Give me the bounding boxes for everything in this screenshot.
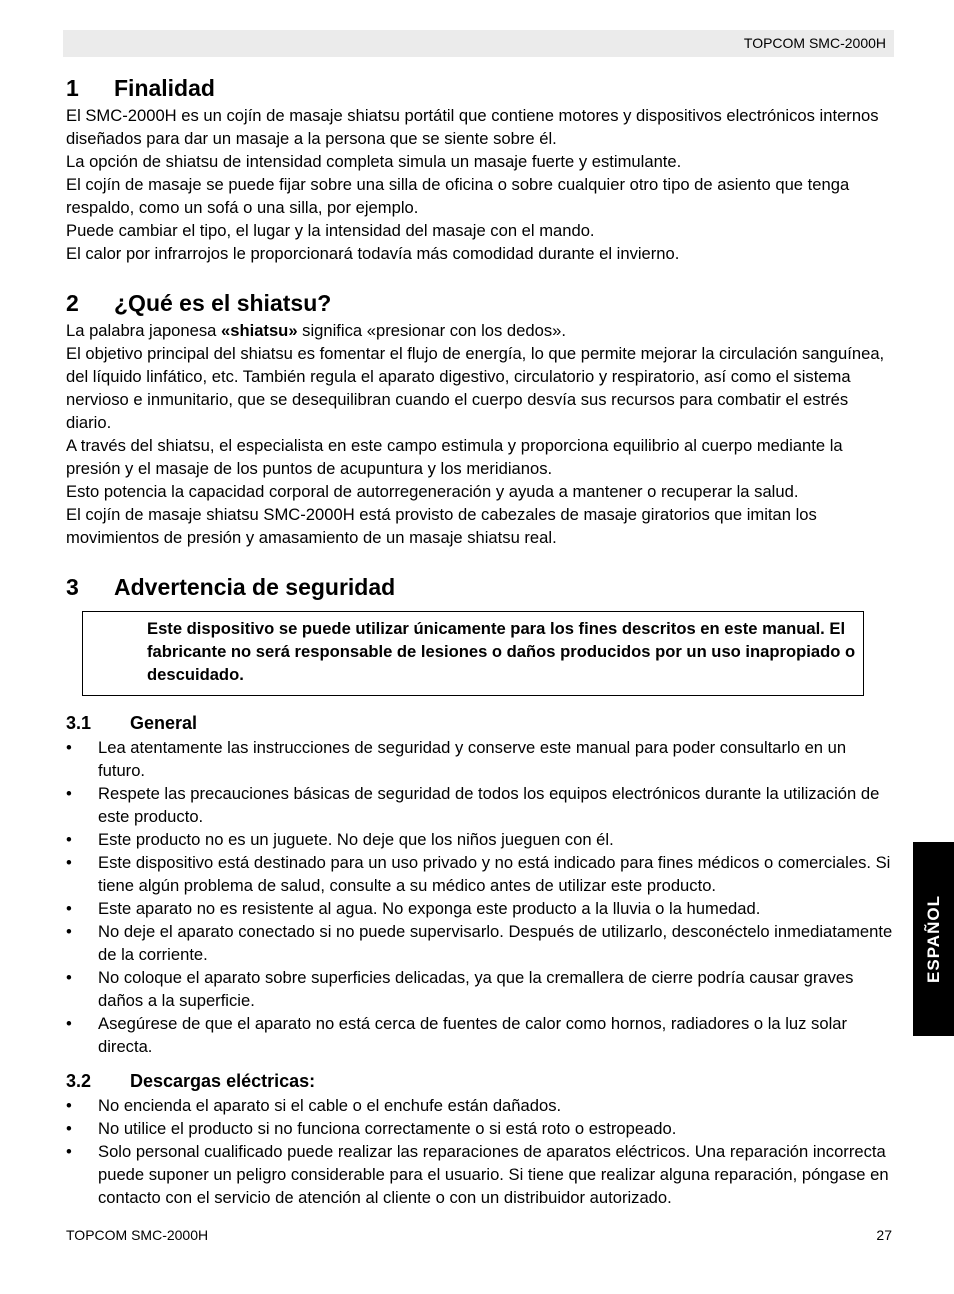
list-item-text: Lea atentamente las instrucciones de seguridad y conserve este manual para poder consultarlo en un futuro.	[98, 738, 847, 780]
list-item-text: No encienda el aparato si el cable o el enchufe están dañados.	[98, 1096, 562, 1115]
list-item	[66, 1012, 894, 1058]
warning-box: Este dispositivo se puede utilizar únicamente para los fines descritos en este manual. El fabricante no será responsable de lesiones o daños producidos por un uso inapropiado o descuidado.	[82, 611, 864, 696]
paragraph: A través del shiatsu, el especialista en este campo estimula y proporciona equilibrio al cuerpo mediante la presión y el masaje de los puntos de acupuntura y los meridianos.	[66, 436, 843, 478]
subsection-3-1-heading	[66, 710, 894, 736]
subsection-3-2-heading	[66, 1068, 894, 1094]
paragraph: La opción de shiatsu de intensidad completa simula un masaje fuerte y estimulante.	[66, 152, 682, 171]
paragraph: El objetivo principal del shiatsu es fomentar el flujo de energía, lo que permite mejorar la circulación sanguínea, del líquido linfático, etc. También regula el aparato digestivo, circulatorio y respiratorio, así como el sistema nervioso e inmunitario, que se desequilibran cuando el cuerpo desvía sus recursos para combatir el estrés diario.	[66, 344, 885, 432]
section-3-heading	[66, 571, 894, 603]
bullet: •	[66, 1142, 72, 1161]
bullet: •	[66, 853, 72, 872]
page-content	[66, 72, 894, 1209]
bullet: •	[66, 922, 72, 941]
section-title: ¿Qué es el shiatsu?	[114, 290, 332, 316]
list-item	[66, 851, 894, 897]
list-item	[66, 897, 894, 920]
list-item	[66, 966, 894, 1012]
subsection-number: 3.1	[66, 713, 92, 733]
language-tab-label: ESPAÑOL	[923, 895, 943, 983]
list-item	[66, 736, 894, 782]
list-item	[66, 782, 894, 828]
paragraph: Puede cambiar el tipo, el lugar y la intensidad del masaje con el mando.	[66, 221, 595, 240]
section-1-heading	[66, 72, 894, 104]
paragraph	[66, 319, 894, 342]
section-number: 2	[66, 290, 79, 316]
list-item	[66, 1094, 894, 1117]
section-number: 1	[66, 75, 79, 101]
section-number: 3	[66, 574, 79, 600]
subsection-number: 3.2	[66, 1071, 92, 1091]
list-item-text: Respete las precauciones básicas de seguridad de todos los equipos electrónicos durante la utilización de este producto.	[98, 784, 880, 826]
list-item-text: Solo personal cualificado puede realizar las reparaciones de aparatos eléctricos. Una reparación incorrecta puede suponer un peligro considerable para el usuario. Si tiene que realizar alguna reparación, póngase en contacto con el servicio de atención al cliente o con un distribuidor autorizado.	[98, 1142, 889, 1207]
bullet-list-electric	[66, 1094, 894, 1209]
language-tab	[913, 842, 954, 1036]
list-item-text: No deje el aparato conectado si no puede supervisarlo. Después de utilizarlo, desconéctelo inmediatamente de la corriente.	[98, 922, 893, 964]
list-item-text: Asegúrese de que el aparato no está cerca de fuentes de calor como hornos, radiadores o la luz solar directa.	[98, 1014, 848, 1056]
paragraph: El SMC-2000H es un cojín de masaje shiatsu portátil que contiene motores y dispositivos electrónicos internos diseñados para dar un masaje a la persona que se siente sobre él.	[66, 106, 879, 148]
bullet-list-general	[66, 736, 894, 1058]
page-header	[63, 30, 894, 57]
section-title: Finalidad	[114, 75, 215, 101]
bullet: •	[66, 1014, 72, 1033]
list-item-text: Este producto no es un juguete. No deje que los niños jueguen con él.	[98, 830, 614, 849]
text-run: significa «presionar con los dedos».	[297, 321, 566, 340]
list-item-text: Este dispositivo está destinado para un uso privado y no está indicado para fines médicos o comerciales. Si tiene algún problema de salud, consulte a su médico antes de utilizar este producto.	[98, 853, 891, 895]
bullet: •	[66, 738, 72, 757]
bold-term: «shiatsu»	[221, 321, 298, 340]
paragraph: El cojín de masaje shiatsu SMC-2000H está provisto de cabezales de masaje giratorios que imitan los movimientos de presión y amasamiento de un masaje shiatsu real.	[66, 505, 817, 547]
page-number: 27	[876, 1227, 892, 1243]
list-item-text: No utilice el producto si no funciona correctamente o si está roto o estropeado.	[98, 1119, 677, 1138]
bullet: •	[66, 830, 72, 849]
list-item	[66, 1117, 894, 1140]
subsection-title: General	[130, 713, 198, 733]
paragraph: El calor por infrarrojos le proporcionará todavía más comodidad durante el invierno.	[66, 244, 680, 263]
paragraph: El cojín de masaje se puede fijar sobre una silla de oficina o sobre cualquier otro tipo de asiento que tenga respaldo, como un sofá o una silla, por ejemplo.	[66, 175, 850, 217]
list-item-text: Este aparato no es resistente al agua. No exponga este producto a la lluvia o la humedad.	[98, 899, 761, 918]
text-run: La palabra japonesa	[66, 321, 221, 340]
section-title: Advertencia de seguridad	[114, 574, 396, 600]
paragraph: Esto potencia la capacidad corporal de autorregeneración y ayuda a mantener o recuperar la salud.	[66, 482, 799, 501]
bullet: •	[66, 899, 72, 918]
list-item	[66, 920, 894, 966]
list-item	[66, 828, 894, 851]
bullet: •	[66, 1119, 72, 1138]
section-2-heading	[66, 287, 894, 319]
bullet: •	[66, 968, 72, 987]
subsection-title: Descargas eléctricas:	[130, 1071, 316, 1091]
footer-product: TOPCOM SMC-2000H	[66, 1227, 209, 1243]
list-item-text: No coloque el aparato sobre superficies delicadas, ya que la cremallera de cierre podría causar graves daños a la superficie.	[98, 968, 854, 1010]
bullet: •	[66, 1096, 72, 1115]
bullet: •	[66, 784, 72, 803]
header-title: TOPCOM SMC-2000H	[743, 35, 886, 51]
list-item	[66, 1140, 894, 1209]
